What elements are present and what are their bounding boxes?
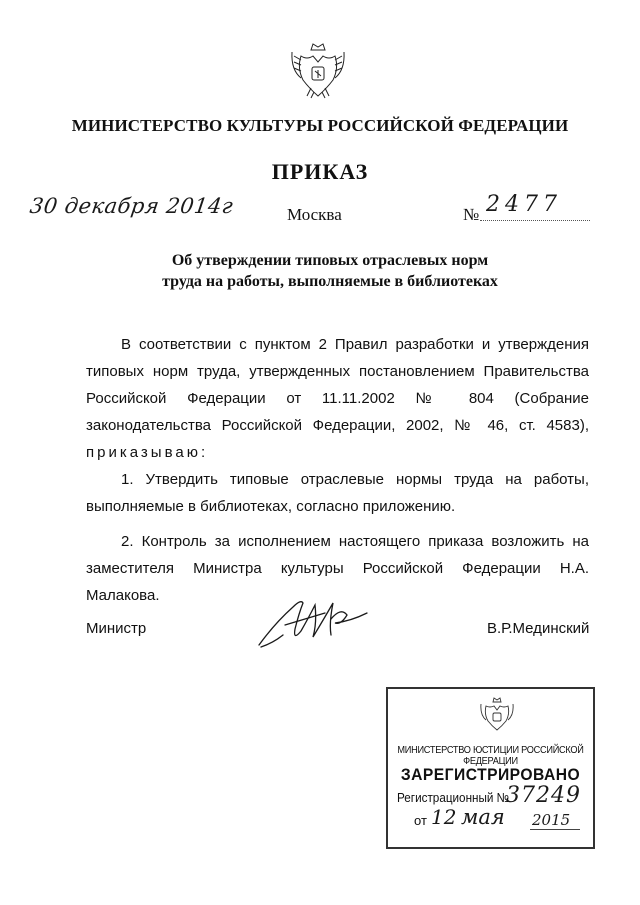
order-body xyxy=(86,331,589,609)
stamp-from-label: от xyxy=(414,813,427,828)
order-verb: приказываю: xyxy=(86,444,209,461)
subject-line-2: труда на работы, выполняемые в библиотеках xyxy=(162,273,498,290)
registration-stamp xyxy=(386,687,595,849)
intro-text: В соответствии с пунктом 2 Правил разработки и утверждения типовых норм труда, утвержденных постановлением Правительства Российской Федерации от 11.11.2002 № 804 (Собрание законодательства Российской Федерации, 2002, № 46, ст. 4583), xyxy=(86,336,589,434)
signatory-name: В.Р.Мединский xyxy=(487,620,590,637)
ministry-name: МИНИСТЕРСТВО КУЛЬТУРЫ РОССИЙСКОЙ ФЕДЕРАЦИИ xyxy=(71,116,569,135)
handwritten-signature xyxy=(255,583,375,653)
stamp-organization: МИНИСТЕРСТВО ЮСТИЦИИ РОССИЙСКОЙ ФЕДЕРАЦИИ xyxy=(397,745,584,767)
intro-paragraph xyxy=(86,331,589,466)
number-label: № xyxy=(463,205,480,224)
handwritten-order-number: 2477 xyxy=(486,192,562,217)
item-2: 2. Контроль за исполнением настоящего приказа возложить на заместителя Министра культуры Российской Федерации Н.А. Малакова. xyxy=(86,533,589,604)
item-1: 1. Утвердить типовые отраслевые нормы труда на работы, выполняемые в библиотеках, согласно приложению. xyxy=(86,471,589,515)
stamp-date-year: 2015 xyxy=(532,811,571,829)
handwritten-date: 30 декабря 2014г xyxy=(28,194,235,218)
stamp-year-underline xyxy=(530,829,580,830)
stamp-status: ЗАРЕГИСТРИРОВАНО xyxy=(400,765,581,784)
document-title: ПРИКАЗ xyxy=(271,159,369,184)
coat-of-arms-icon xyxy=(289,40,347,102)
stamp-coat-of-arms-icon xyxy=(479,696,515,734)
number-underline xyxy=(480,220,590,221)
city: Москва xyxy=(287,205,342,224)
subject-line-1: Об утверждении типовых отраслевых норм xyxy=(171,252,489,269)
stamp-registration-number: 37249 xyxy=(506,783,581,808)
stamp-date-day: 12 xyxy=(431,805,457,829)
stamp-registration-label: Регистрационный № xyxy=(397,790,510,805)
order-subject xyxy=(0,250,640,292)
stamp-date-month: мая xyxy=(461,805,505,829)
signatory-position: Министр xyxy=(86,620,147,637)
